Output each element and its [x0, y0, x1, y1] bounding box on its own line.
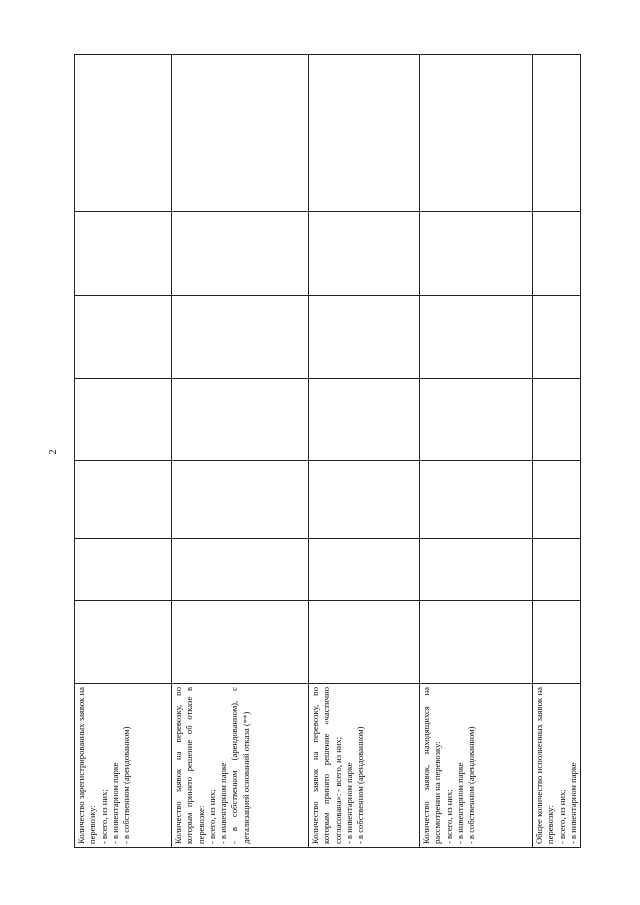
- empty-cell: [75, 212, 172, 296]
- empty-cell: [533, 55, 581, 212]
- empty-cell: [309, 539, 420, 601]
- report-table: [74, 54, 581, 848]
- report-table-rotated: [74, 55, 578, 848]
- line: - в собственном (арендованном): [355, 726, 366, 844]
- table-row: [75, 55, 172, 848]
- empty-cell: [309, 55, 420, 212]
- empty-cell: [309, 212, 420, 296]
- empty-cell: [420, 55, 533, 212]
- line: Количество заявок на перевозку, по которым принято решение об отказе в перевозке:: [173, 687, 206, 844]
- row-label: [533, 684, 581, 848]
- line: - в инвентарном парке: [567, 762, 578, 844]
- row-label: [420, 684, 533, 848]
- empty-cell: [420, 539, 533, 601]
- line: - всего, из них;: [206, 789, 217, 844]
- empty-cell: [75, 461, 172, 539]
- empty-cell: [172, 601, 309, 684]
- empty-cell: [309, 296, 420, 379]
- empty-cell: [75, 601, 172, 684]
- empty-cell: [172, 461, 309, 539]
- table-row: [309, 55, 420, 848]
- empty-cell: [75, 379, 172, 461]
- line: - в инвентарном парке: [218, 762, 229, 844]
- line: Количество зарегистрированных заявок на перевозку:: [76, 687, 98, 844]
- empty-cell: [533, 461, 581, 539]
- empty-cell: [420, 212, 533, 296]
- empty-cell: [172, 296, 309, 379]
- line: - в инвентарном парке: [343, 762, 354, 844]
- empty-cell: [533, 379, 581, 461]
- empty-cell: [172, 539, 309, 601]
- line: - всего, из них;: [443, 789, 454, 844]
- line: - в собственном (арендованном), с детализацией оснований отказа (**): [229, 687, 251, 844]
- empty-cell: [420, 601, 533, 684]
- line: - в собственном (арендованном): [466, 726, 477, 844]
- line: Количество заявок на перевозку, по которым принято решение «частично согласована»: - всего, из них;: [310, 687, 343, 844]
- empty-cell: [533, 212, 581, 296]
- table-row: [533, 55, 581, 848]
- empty-cell: [420, 461, 533, 539]
- empty-cell: [309, 601, 420, 684]
- empty-cell: [172, 55, 309, 212]
- line: - всего, из них;: [556, 789, 567, 844]
- table-row: [172, 55, 309, 848]
- empty-cell: [420, 379, 533, 461]
- empty-cell: [75, 55, 172, 212]
- table-row: [420, 55, 533, 848]
- empty-cell: [533, 601, 581, 684]
- row-label: [75, 684, 172, 848]
- empty-cell: [172, 212, 309, 296]
- empty-cell: [309, 379, 420, 461]
- empty-cell: [75, 296, 172, 379]
- empty-cell: [309, 461, 420, 539]
- line: Количество заявок, находящихся на рассмотрении на перевозку:: [421, 687, 443, 844]
- row-label: [309, 684, 420, 848]
- empty-cell: [533, 296, 581, 379]
- empty-cell: [420, 296, 533, 379]
- line: - всего, из них;: [98, 789, 109, 844]
- page-number: 2: [48, 449, 59, 455]
- line: - в инвентарном парке: [454, 762, 465, 844]
- line: Общее количество исполненных заявок на перевозку:: [534, 687, 556, 844]
- line: - в собственном (арендованном): [121, 726, 132, 844]
- line: - в инвентарном парке: [109, 762, 120, 844]
- empty-cell: [172, 379, 309, 461]
- empty-cell: [75, 539, 172, 601]
- empty-cell: [533, 539, 581, 601]
- row-label: [172, 684, 309, 848]
